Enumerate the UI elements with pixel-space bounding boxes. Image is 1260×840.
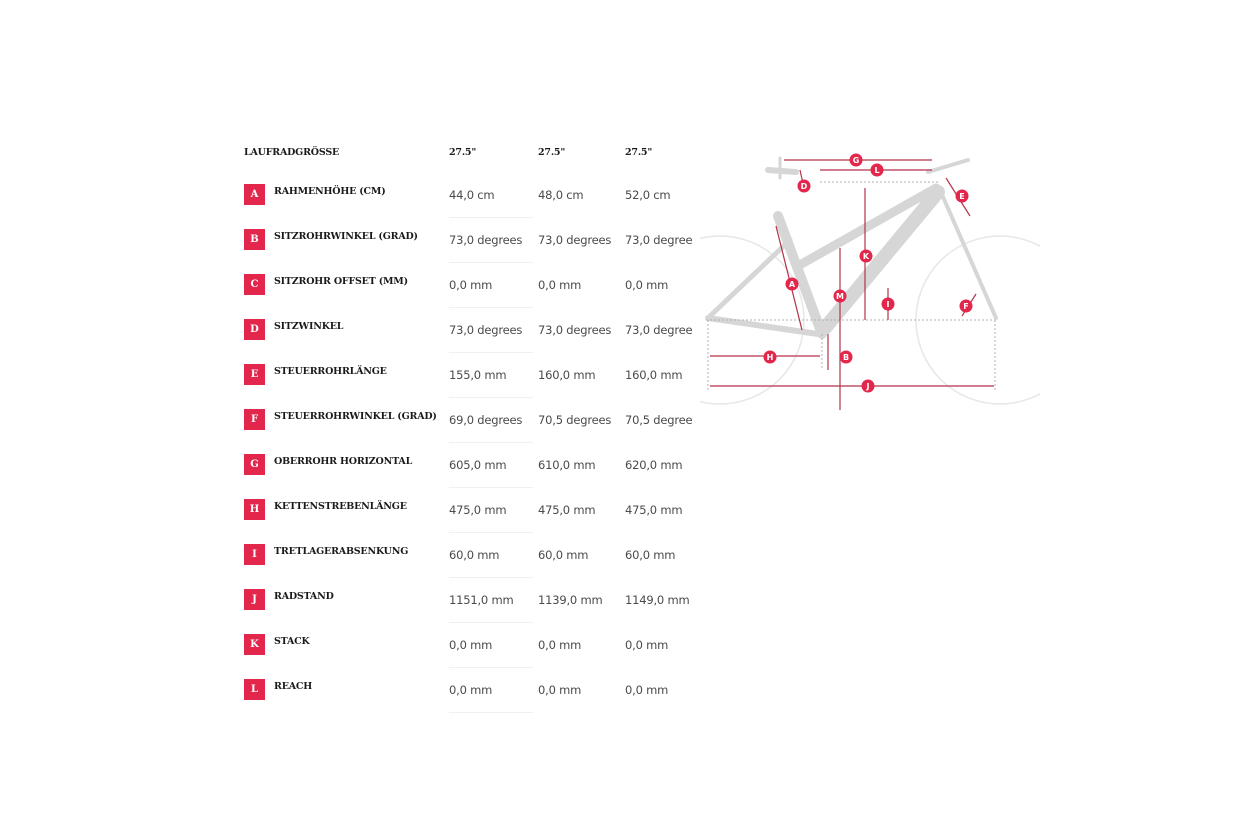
row-value: 73,0 degrees (538, 232, 612, 247)
marker-label: J (866, 382, 870, 391)
size-column-header: 27.5" (625, 146, 653, 158)
row-value: 73,0 degrees (449, 232, 523, 247)
row-value: 475,0 mm (449, 502, 507, 517)
marker-label: K (862, 252, 870, 261)
table-row (244, 262, 704, 307)
row-value: 70,5 degrees (538, 412, 612, 427)
marker-l (871, 164, 884, 177)
row-value: 48,0 cm (538, 187, 584, 202)
row-value: 69,0 degrees (449, 412, 523, 427)
marker-label: F (963, 302, 969, 311)
row-value: 52,0 cm (625, 187, 671, 202)
row-letter-badge: L (244, 679, 265, 700)
row-value: 0,0 mm (449, 682, 493, 697)
row-label: TRETLAGERABSENKUNG (274, 546, 409, 557)
row-value: 60,0 mm (625, 547, 676, 562)
marker-label: M (836, 292, 844, 301)
table-row (244, 442, 704, 487)
row-value: 0,0 mm (538, 277, 582, 292)
row-value: 1149,0 mm (625, 592, 690, 607)
table-header-row (244, 132, 704, 172)
row-letter-badge: A (244, 184, 265, 205)
row-value: 0,0 mm (538, 637, 582, 652)
row-value: 73,0 degrees (449, 322, 523, 337)
marker-h (764, 351, 777, 364)
bike-geometry-diagram (700, 148, 1040, 418)
row-value: 160,0 mm (538, 367, 596, 382)
row-value: 610,0 mm (538, 457, 596, 472)
row-value: 155,0 mm (449, 367, 507, 382)
row-value: 0,0 mm (625, 637, 669, 652)
row-value: 605,0 mm (449, 457, 507, 472)
marker-label: A (788, 280, 796, 289)
row-label: SITZROHRWINKEL (GRAD) (274, 231, 418, 242)
row-letter-badge: K (244, 634, 265, 655)
row-value: 620,0 mm (625, 457, 683, 472)
marker-label: G (852, 156, 860, 165)
row-label: KETTENSTREBENLÄNGE (274, 501, 407, 512)
row-label: RAHMENHÖHE (CM) (274, 186, 386, 197)
row-value: 0,0 mm (449, 637, 493, 652)
row-label: SITZROHR OFFSET (MM) (274, 276, 408, 287)
row-value: 73,0 degrees (538, 322, 612, 337)
marker-label: I (886, 300, 890, 309)
row-letter-badge: D (244, 319, 265, 340)
row-value: 70,5 degree (625, 412, 693, 427)
marker-label: E (959, 192, 965, 201)
marker-j (862, 380, 875, 393)
row-value: 44,0 cm (449, 187, 495, 202)
row-label: REACH (274, 681, 313, 692)
table-row (244, 487, 704, 532)
bike-frame (708, 158, 996, 334)
table-row (244, 352, 704, 397)
row-letter-badge: F (244, 409, 265, 430)
row-value: 160,0 mm (625, 367, 683, 382)
table-row (244, 172, 704, 217)
marker-label: D (800, 182, 808, 191)
marker-b (840, 351, 853, 364)
row-value: 1151,0 mm (449, 592, 514, 607)
row-value: 475,0 mm (538, 502, 596, 517)
row-letter-badge: C (244, 274, 265, 295)
table-row (244, 532, 704, 577)
row-value: 0,0 mm (625, 682, 669, 697)
table-row (244, 577, 704, 622)
row-letter-badge: J (244, 589, 265, 610)
geometry-table (244, 132, 704, 712)
row-label: OBERROHR HORIZONTAL (274, 456, 413, 467)
size-column-header: 27.5" (538, 146, 566, 158)
marker-m (834, 290, 847, 303)
table-row (244, 307, 704, 352)
row-value: 60,0 mm (538, 547, 589, 562)
marker-g (850, 154, 863, 167)
marker-e (956, 190, 969, 203)
table-row (244, 217, 704, 262)
marker-label: B (842, 353, 850, 362)
size-column-header: 27.5" (449, 146, 477, 158)
table-row (244, 667, 704, 712)
row-value: 0,0 mm (625, 277, 669, 292)
marker-label: L (874, 166, 880, 175)
row-letter-badge: E (244, 364, 265, 385)
table-row (244, 622, 704, 667)
table-body (244, 172, 704, 712)
row-value: 73,0 degree (625, 322, 693, 337)
row-label: STEUERROHRWINKEL (GRAD) (274, 411, 437, 422)
marker-i (882, 298, 895, 311)
marker-label: H (766, 353, 774, 362)
marker-a (786, 278, 799, 291)
row-label: SITZWINKEL (274, 321, 344, 332)
row-value: 475,0 mm (625, 502, 683, 517)
row-value: 0,0 mm (449, 277, 493, 292)
row-label: RADSTAND (274, 591, 334, 602)
row-value: 60,0 mm (449, 547, 500, 562)
row-value: 0,0 mm (538, 682, 582, 697)
wheel-size-header: LAUFRADGRÖSSE (244, 146, 340, 158)
row-letter-badge: B (244, 229, 265, 250)
row-letter-badge: H (244, 499, 265, 520)
marker-d (798, 180, 811, 193)
table-row (244, 397, 704, 442)
row-letter-badge: G (244, 454, 265, 475)
row-value: 73,0 degree (625, 232, 693, 247)
marker-k (860, 250, 873, 263)
row-label: STEUERROHRLÄNGE (274, 366, 387, 377)
row-letter-badge: I (244, 544, 265, 565)
row-label: STACK (274, 636, 310, 647)
row-value: 1139,0 mm (538, 592, 603, 607)
marker-f (960, 300, 973, 313)
